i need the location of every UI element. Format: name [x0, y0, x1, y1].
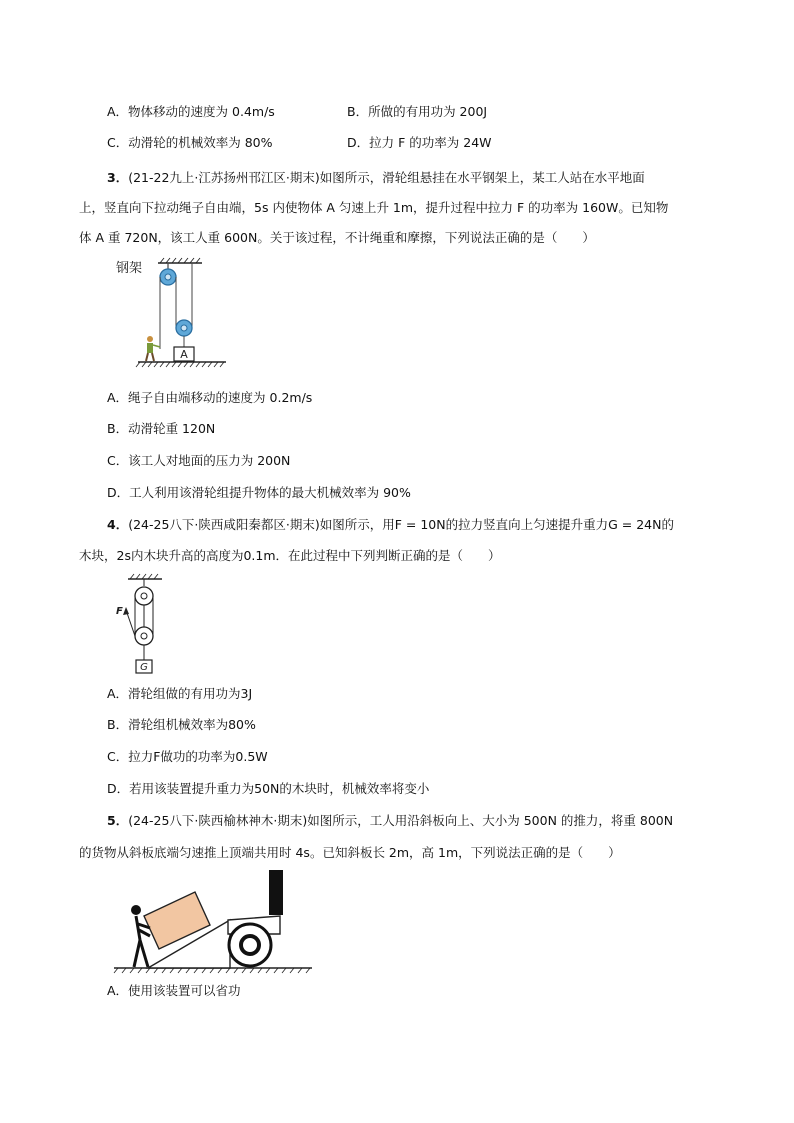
q3-option-d: D．工人利用该滑轮组提升物体的最大机械效率为 90%	[107, 485, 411, 500]
q2-option-d: D．拉力 F 的功率为 24W	[347, 135, 492, 150]
q5-ramp-figure	[112, 868, 322, 978]
q5-number: 5．	[107, 813, 129, 828]
q2-option-b: B．所做的有用功为 200J	[347, 104, 488, 119]
cart-handle	[269, 870, 283, 915]
q3-option-a: A．绳子自由端移动的速度为 0.2m/s	[107, 390, 313, 405]
svg-text:G: G	[140, 662, 148, 673]
worker-figure	[146, 336, 160, 361]
q3-stem-line2: 上，竖直向下拉动绳子自由端，5s 内使物体 A 匀速上升 1m，提升过程中拉力 F 的功率为 160W。已知物	[79, 200, 669, 215]
q3-number: 3．	[107, 170, 129, 185]
q3-stem-line1	[107, 170, 645, 186]
q5-stem-line1	[107, 813, 673, 829]
svg-text:A: A	[180, 348, 188, 361]
q4-force-label: F	[116, 606, 123, 617]
q2-option-c: C．动滑轮的机械效率为 80%	[107, 135, 273, 150]
q4-option-d: D．若用该装置提升重力为50N的木块时，机械效率将变小	[107, 781, 430, 796]
q3-option-b: B．动滑轮重 120N	[107, 421, 216, 436]
q5-option-a: A．使用该装置可以省功	[107, 983, 241, 998]
q4-number: 4．	[107, 517, 129, 532]
q4-stem-line2: 木块，2s内木块升高的高度为0.1m．在此过程中下列判断正确的是（ ）	[79, 548, 501, 563]
q3-stem-text1: 如图所示，滑轮组悬挂在水平钢架上，某工人站在水平地面	[319, 170, 645, 185]
q5-stem-text1: 如图所示，工人用沿斜板向上、大小为 500N 的推力，将重 800N	[307, 813, 674, 828]
q4-stem-text1: 如图所示，用F = 10N的拉力竖直向上匀速提升重力G = 24N的	[319, 517, 674, 532]
q4-option-b: B．滑轮组机械效率为80%	[107, 717, 256, 732]
q4-source: (24-25八下·陕西咸阳秦都区·期末)	[128, 517, 320, 532]
q3-stem-line3: 体 A 重 720N，该工人重 600N。关于该过程，不计绳重和摩擦，下列说法正确的是（ ）	[79, 230, 595, 245]
q3-pulley-figure	[110, 255, 250, 375]
q3-frame-label: 钢架	[116, 261, 143, 276]
q3-source: (21-22九上·江苏扬州邗江区·期末)	[128, 170, 320, 185]
q4-option-c: C．拉力F做功的功率为0.5W	[107, 749, 268, 764]
q5-source: (24-25八下·陕西榆林神木·期末)	[128, 813, 308, 828]
q4-pulley-figure	[110, 574, 180, 679]
q3-option-c: C．该工人对地面的压力为 200N	[107, 453, 291, 468]
q5-stem-line2: 的货物从斜板底端匀速推上顶端共用时 4s。已知斜板长 2m，高 1m，下列说法正确的是（ ）	[79, 845, 621, 860]
q2-option-a: A．物体移动的速度为 0.4m/s	[107, 104, 275, 119]
q4-stem-line1	[107, 517, 674, 533]
q4-option-a: A．滑轮组做的有用功为3J	[107, 686, 253, 701]
